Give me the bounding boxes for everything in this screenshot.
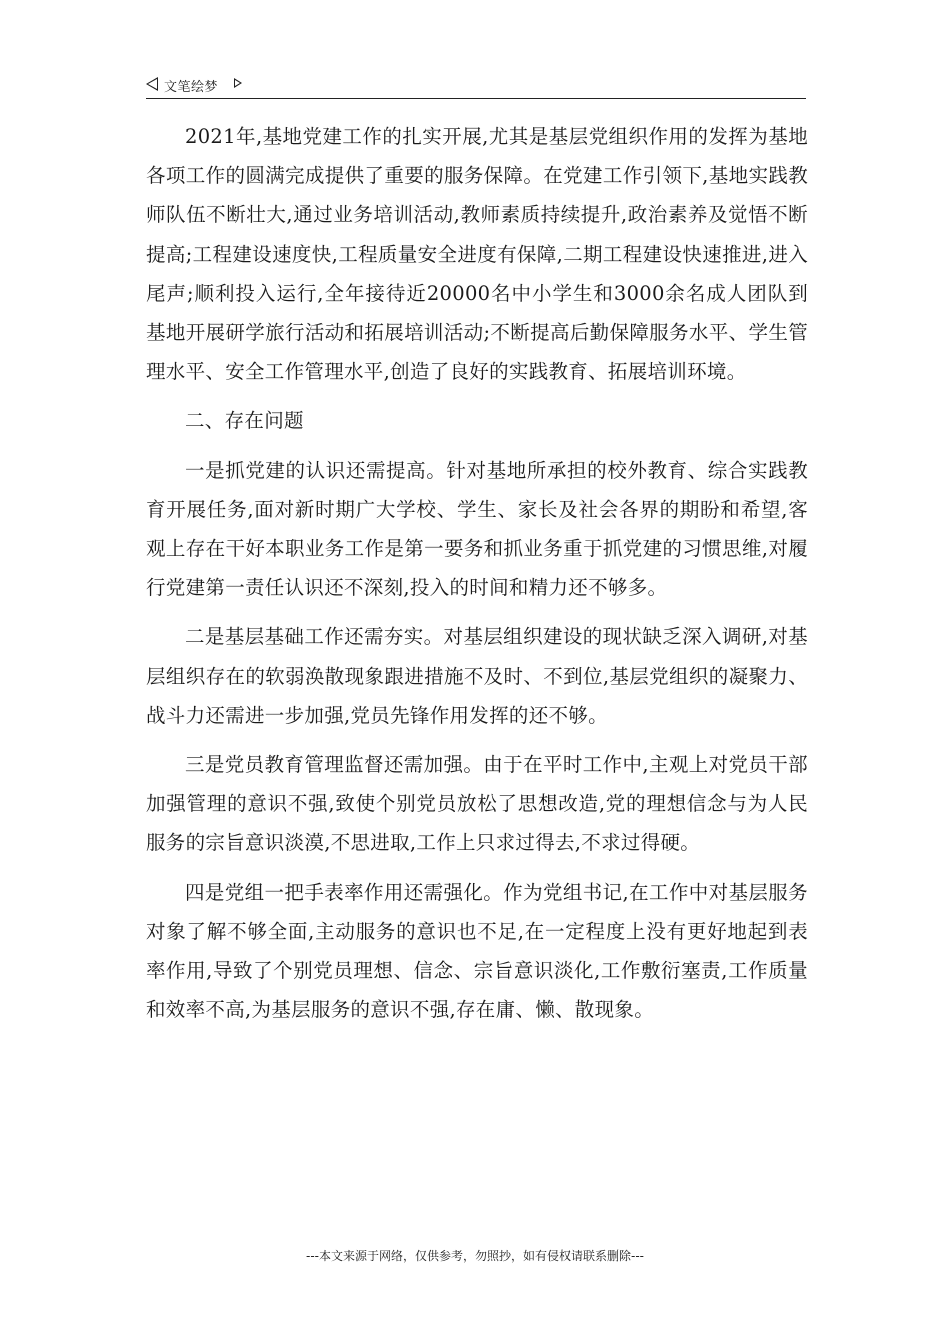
triangle-left-icon — [146, 77, 158, 91]
paragraph-summary: 2021年,基地党建工作的扎实开展,尤其是基层党组织作用的发挥为基地各项工作的圆满完成提供了重要的服务保障。在党建工作引领下,基地实践教师队伍不断壮大,通过业务培训活动,教师素质持续提升,政治素养及觉悟不断提高;工程建设速度快,工程质量安全进度有保障,二期工程建设快速推进,进入尾声;顺利投入运行,全年接待近20000名中小学生和3000余名成人团队到基地开展研学旅行活动和拓展培训活动;不断提高后勤保障服务水平、学生管理水平、安全工作管理水平,创造了良好的实践教育、拓展培训环境。 — [146, 125, 808, 384]
paragraph-issue-1: 一是抓党建的认识还需提高。针对基地所承担的校外教育、综合实践教育开展任务,面对新时期广大学校、学生、家长及社会各界的期盼和希望,客观上存在干好本职业务工作是第一要务和抓业务重于抓党建的习惯思维,对履行党建第一责任认识还不深刻,投入的时间和精力还不够多。 — [146, 458, 808, 600]
section-heading: 二、存在问题 — [185, 409, 304, 433]
paragraph-issue-2: 二是基层基础工作还需夯实。对基层组织建设的现状缺乏深入调研,对基层组织存在的软弱涣散现象跟进措施不及时、不到位,基层党组织的凝聚力、战斗力还需进一步加强,党员先锋作用发挥的还不够。 — [146, 625, 808, 727]
document-body — [146, 117, 808, 1039]
header-brand: 文笔绘梦 — [164, 80, 219, 95]
page-footer: ---本文来源于网络，仅供参考，勿照抄，如有侵权请联系删除--- — [306, 1249, 644, 1263]
page-header — [146, 72, 806, 99]
triangle-right-icon — [234, 78, 242, 88]
paragraph-issue-3: 三是党员教育管理监督还需加强。由于在平时工作中,主观上对党员干部加强管理的意识不强,致使个别党员放松了思想改造,党的理想信念与为人民服务的宗旨意识淡漠,不思进取,工作上只求过得去,不求过得硬。 — [146, 753, 808, 855]
paragraph-issue-4: 四是党组一把手表率作用还需强化。作为党组书记,在工作中对基层服务对象了解不够全面,主动服务的意识也不足,在一定程度上没有更好地起到表率作用,导致了个别党员理想、信念、宗旨意识淡化,工作敷衍塞责,工作质量和效率不高,为基层服务的意识不强,存在庸、懒、散现象。 — [146, 880, 808, 1022]
